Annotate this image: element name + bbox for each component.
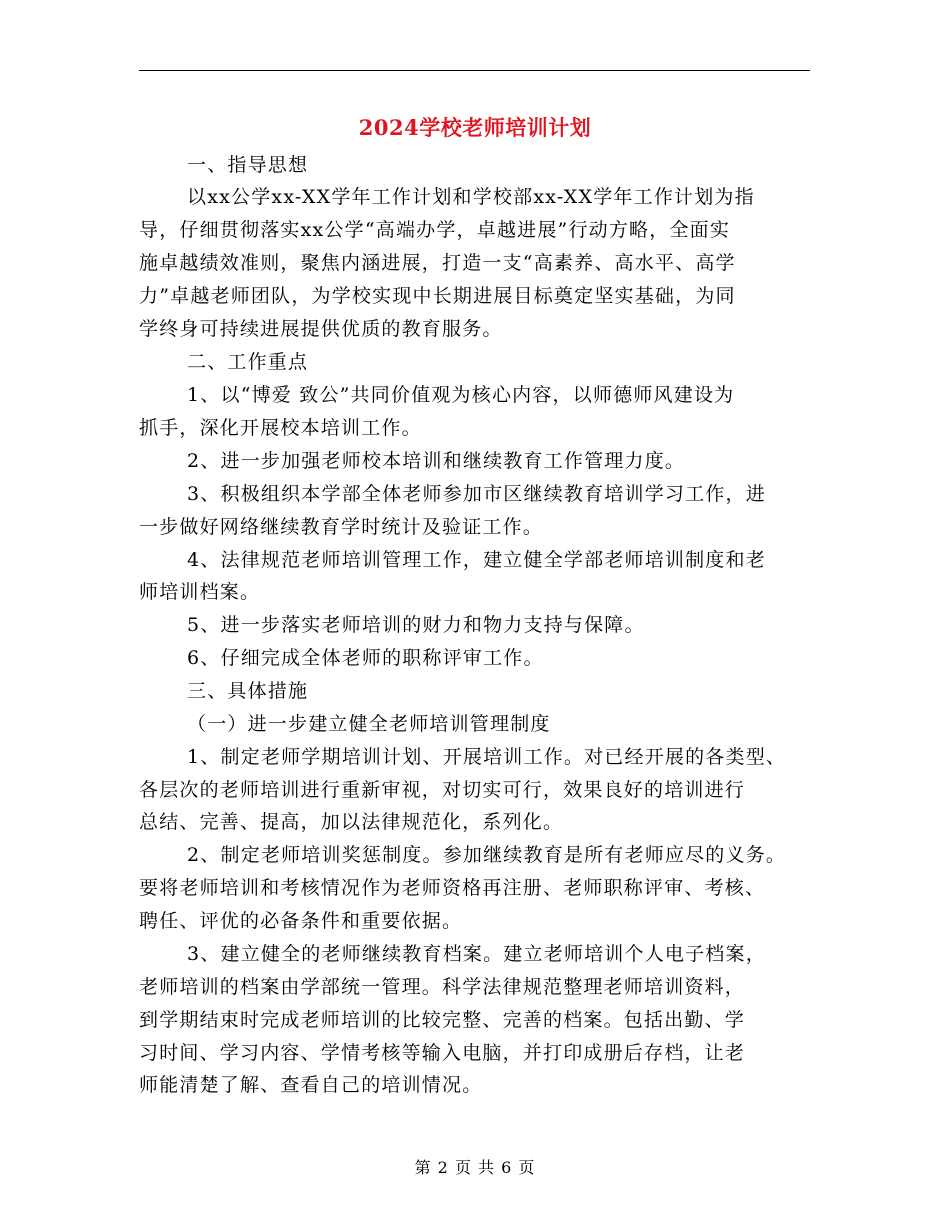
paragraph-line: 力”卓越老师团队，为学校实现中长期进展目标奠定坚实基础，为同	[139, 285, 736, 307]
list-item: 1、以“博爱 致公”共同价值观为核心内容，以师德师风建设为	[187, 384, 735, 406]
list-item: 4、法律规范老师培训管理工作，建立健全学部老师培训制度和老	[187, 549, 766, 571]
list-item-continuation: 要将老师培训和考核情况作为老师资格再注册、老师职称评审、考核、	[139, 877, 766, 899]
list-item-continuation: 聘任、评优的必备条件和重要依据。	[139, 910, 463, 932]
paragraph-line: 导，仔细贯彻落实xx公学“高端办学，卓越进展”行动方略，全面实	[139, 219, 731, 241]
list-item-continuation: 总结、完善、提高，加以法律规范化，系列化。	[139, 811, 564, 833]
list-item-continuation: 到学期结束时完成老师培训的比较完整、完善的档案。包括出勤、学	[139, 1009, 746, 1031]
list-item-continuation: 抓手，深化开展校本培训工作。	[139, 417, 422, 439]
list-item-continuation: 一步做好网络继续教育学时统计及验证工作。	[139, 516, 544, 538]
list-item-continuation: 老师培训的档案由学部统一管理。科学法律规范整理老师培训资料，	[139, 976, 746, 998]
paragraph-line: 以xx公学xx-XX学年工作计划和学校部xx-XX学年工作计划为指	[187, 186, 755, 208]
list-item: 2、制定老师培训奖惩制度。参加继续教育是所有老师应尽的义务。	[187, 844, 787, 866]
list-item-continuation: 习时间、学习内容、学情考核等输入电脑，并打印成册后存档，让老	[139, 1042, 746, 1064]
document-title: 2024学校老师培训计划	[358, 115, 592, 140]
list-item-continuation: 各层次的老师培训进行重新审视，对切实可行，效果良好的培训进行	[139, 779, 746, 801]
list-item-continuation: 师能清楚了解、查看自己的培训情况。	[139, 1074, 483, 1096]
list-item: 2、进一步加强老师校本培训和继续教育工作管理力度。	[187, 450, 686, 472]
paragraph-line: 学终身可持续进展提供优质的教育服务。	[139, 318, 503, 340]
paragraph-line: 施卓越绩效准则，聚焦内涵进展，打造一支“高素养、高水平、高学	[139, 252, 736, 274]
list-item: 3、积极组织本学部全体老师参加市区继续教育培训学习工作，进	[187, 483, 766, 505]
list-item: 3、建立健全的老师继续教育档案。建立老师培训个人电子档案，	[187, 943, 766, 965]
list-item: 6、仔细完成全体老师的职称评审工作。	[187, 647, 544, 669]
page-number: 第 2 页 共 6 页	[414, 1158, 536, 1177]
header-rule	[139, 70, 810, 71]
list-item-continuation: 师培训档案。	[139, 581, 261, 603]
section-heading-work-focus: 二、工作重点	[187, 351, 309, 373]
list-item: 1、制定老师学期培训计划、开展培训工作。对已经开展的各类型、	[187, 746, 787, 768]
section-heading-specific-measures: 三、具体措施	[187, 680, 309, 702]
subsection-heading: （一）进一步建立健全老师培训管理制度	[187, 713, 551, 735]
list-item: 5、进一步落实老师培训的财力和物力支持与保障。	[187, 614, 645, 636]
section-heading-guiding-ideology: 一、指导思想	[187, 154, 309, 176]
